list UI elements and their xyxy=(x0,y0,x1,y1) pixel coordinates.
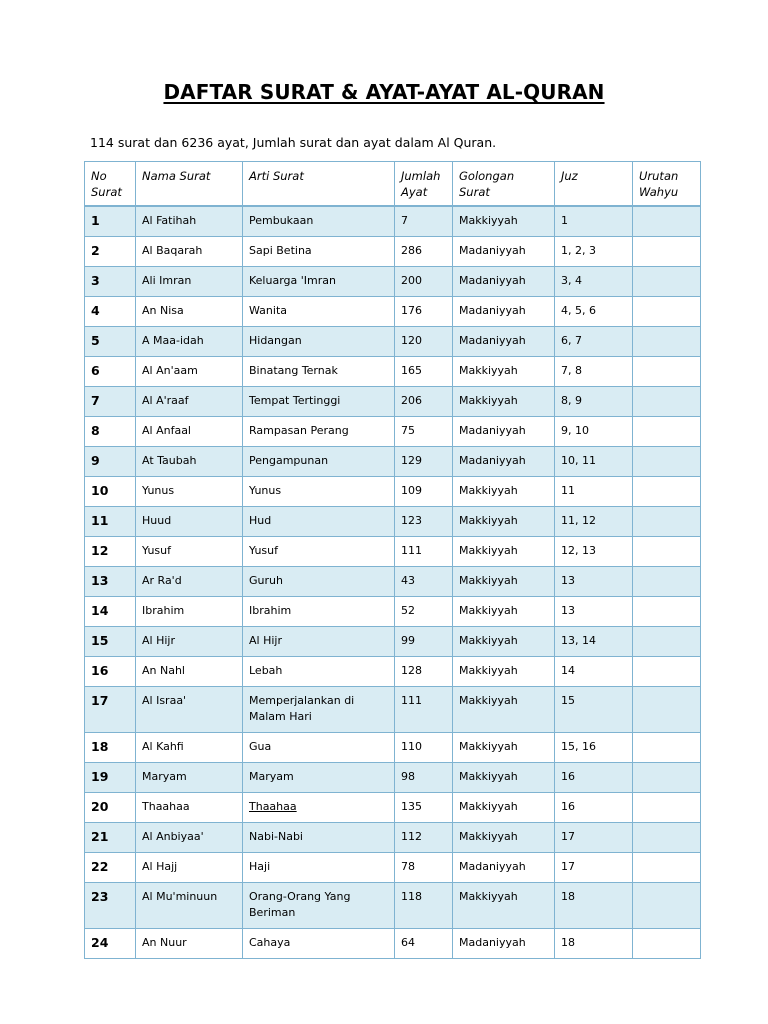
revelation-order-cell xyxy=(633,823,701,853)
surah-number-cell: 23 xyxy=(85,883,136,929)
surah-meaning-cell: Hud xyxy=(243,507,395,537)
surah-number-cell: 21 xyxy=(85,823,136,853)
surah-number-cell: 7 xyxy=(85,387,136,417)
table-row xyxy=(85,657,701,687)
surah-number-cell: 13 xyxy=(85,567,136,597)
ayat-count-cell: 43 xyxy=(395,567,453,597)
surah-meaning-cell: Pembukaan xyxy=(243,206,395,237)
table-row xyxy=(85,537,701,567)
revelation-order-cell xyxy=(633,883,701,929)
juz-cell: 12, 13 xyxy=(555,537,633,567)
revelation-order-cell xyxy=(633,447,701,477)
ayat-count-cell: 286 xyxy=(395,237,453,267)
surah-meaning-cell: Rampasan Perang xyxy=(243,417,395,447)
surah-number-cell: 11 xyxy=(85,507,136,537)
revelation-order-cell xyxy=(633,657,701,687)
table-row xyxy=(85,327,701,357)
juz-cell: 3, 4 xyxy=(555,267,633,297)
revelation-order-cell xyxy=(633,237,701,267)
surah-meaning-cell: Gua xyxy=(243,733,395,763)
surah-meaning-cell: Lebah xyxy=(243,657,395,687)
surah-category-cell: Makkiyyah xyxy=(453,477,555,507)
surah-meaning-cell: Binatang Ternak xyxy=(243,357,395,387)
ayat-count-cell: 135 xyxy=(395,793,453,823)
juz-cell: 15 xyxy=(555,687,633,733)
surah-category-cell: Madaniyyah xyxy=(453,267,555,297)
surah-name-cell: Ibrahim xyxy=(136,597,243,627)
revelation-order-cell xyxy=(633,507,701,537)
surah-number-cell: 16 xyxy=(85,657,136,687)
table-header-row xyxy=(85,162,701,207)
revelation-order-cell xyxy=(633,357,701,387)
surah-meaning-cell: Hidangan xyxy=(243,327,395,357)
surah-number-cell: 22 xyxy=(85,853,136,883)
surah-name-cell: Al Hajj xyxy=(136,853,243,883)
surah-name-cell: Al A'raaf xyxy=(136,387,243,417)
ayat-count-cell: 176 xyxy=(395,297,453,327)
table-row xyxy=(85,597,701,627)
ayat-count-cell: 109 xyxy=(395,477,453,507)
juz-cell: 17 xyxy=(555,823,633,853)
surah-name-cell: Huud xyxy=(136,507,243,537)
surah-category-cell: Makkiyyah xyxy=(453,597,555,627)
intro-text: 114 surat dan 6236 ayat, Jumlah surat dan ayat dalam Al Quran. xyxy=(90,135,497,150)
ayat-count-cell: 120 xyxy=(395,327,453,357)
table-row xyxy=(85,206,701,237)
table-row xyxy=(85,853,701,883)
revelation-order-cell xyxy=(633,327,701,357)
table-row xyxy=(85,733,701,763)
surah-number-cell: 4 xyxy=(85,297,136,327)
surah-number-cell: 18 xyxy=(85,733,136,763)
surah-category-cell: Makkiyyah xyxy=(453,387,555,417)
surah-name-cell: Ar Ra'd xyxy=(136,567,243,597)
ayat-count-cell: 110 xyxy=(395,733,453,763)
surah-name-cell: Thaahaa xyxy=(136,793,243,823)
ayat-count-cell: 98 xyxy=(395,763,453,793)
surah-category-cell: Madaniyyah xyxy=(453,929,555,959)
surah-number-cell: 20 xyxy=(85,793,136,823)
surah-name-cell: Al Anfaal xyxy=(136,417,243,447)
surah-category-cell: Makkiyyah xyxy=(453,883,555,929)
surah-number-cell: 6 xyxy=(85,357,136,387)
ayat-count-cell: 75 xyxy=(395,417,453,447)
surah-meaning-cell: Ibrahim xyxy=(243,597,395,627)
surah-meaning-cell: Thaahaa xyxy=(243,793,395,823)
table-row xyxy=(85,387,701,417)
juz-cell: 10, 11 xyxy=(555,447,633,477)
ayat-count-cell: 129 xyxy=(395,447,453,477)
juz-cell: 16 xyxy=(555,763,633,793)
table-row xyxy=(85,357,701,387)
revelation-order-cell xyxy=(633,687,701,733)
juz-cell: 13 xyxy=(555,567,633,597)
ayat-count-cell: 7 xyxy=(395,206,453,237)
surah-name-cell: An Nahl xyxy=(136,657,243,687)
ayat-count-cell: 99 xyxy=(395,627,453,657)
surah-meaning-cell: Haji xyxy=(243,853,395,883)
surah-meaning-cell: Tempat Tertinggi xyxy=(243,387,395,417)
juz-cell: 6, 7 xyxy=(555,327,633,357)
surah-category-cell: Makkiyyah xyxy=(453,537,555,567)
juz-cell: 15, 16 xyxy=(555,733,633,763)
surah-meaning-cell: Wanita xyxy=(243,297,395,327)
surah-number-cell: 10 xyxy=(85,477,136,507)
ayat-count-cell: 165 xyxy=(395,357,453,387)
surah-name-cell: Ali Imran xyxy=(136,267,243,297)
surah-meaning-cell: Nabi-Nabi xyxy=(243,823,395,853)
revelation-order-cell xyxy=(633,793,701,823)
surah-name-cell: Al Anbiyaa' xyxy=(136,823,243,853)
ayat-count-cell: 64 xyxy=(395,929,453,959)
table-row xyxy=(85,687,701,733)
surah-category-cell: Makkiyyah xyxy=(453,507,555,537)
surah-category-cell: Madaniyyah xyxy=(453,297,555,327)
revelation-order-cell xyxy=(633,853,701,883)
table-row xyxy=(85,627,701,657)
surah-meaning-cell: Guruh xyxy=(243,567,395,597)
revelation-order-cell xyxy=(633,267,701,297)
surah-category-cell: Madaniyyah xyxy=(453,327,555,357)
header-urutan-wahyu: Urutan Wahyu xyxy=(633,162,701,207)
juz-cell: 14 xyxy=(555,657,633,687)
surah-number-cell: 5 xyxy=(85,327,136,357)
surah-name-cell: Al Baqarah xyxy=(136,237,243,267)
ayat-count-cell: 206 xyxy=(395,387,453,417)
header-arti-surat: Arti Surat xyxy=(243,162,395,207)
header-jumlah-ayat: Jumlah Ayat xyxy=(395,162,453,207)
surah-name-cell: At Taubah xyxy=(136,447,243,477)
surah-category-cell: Makkiyyah xyxy=(453,357,555,387)
juz-cell: 16 xyxy=(555,793,633,823)
surah-category-cell: Makkiyyah xyxy=(453,793,555,823)
surah-number-cell: 3 xyxy=(85,267,136,297)
surah-name-cell: An Nisa xyxy=(136,297,243,327)
header-golongan-surat: Golongan Surat xyxy=(453,162,555,207)
table-row xyxy=(85,883,701,929)
ayat-count-cell: 111 xyxy=(395,537,453,567)
revelation-order-cell xyxy=(633,387,701,417)
table-row xyxy=(85,823,701,853)
juz-cell: 8, 9 xyxy=(555,387,633,417)
surah-name-cell: Yusuf xyxy=(136,537,243,567)
surah-name-cell: Yunus xyxy=(136,477,243,507)
surah-category-cell: Madaniyyah xyxy=(453,853,555,883)
juz-cell: 1 xyxy=(555,206,633,237)
revelation-order-cell xyxy=(633,597,701,627)
surah-meaning-cell: Keluarga 'Imran xyxy=(243,267,395,297)
juz-cell: 7, 8 xyxy=(555,357,633,387)
surah-number-cell: 14 xyxy=(85,597,136,627)
surah-category-cell: Makkiyyah xyxy=(453,733,555,763)
surah-name-cell: An Nuur xyxy=(136,929,243,959)
surah-number-cell: 24 xyxy=(85,929,136,959)
surah-name-cell: Maryam xyxy=(136,763,243,793)
ayat-count-cell: 78 xyxy=(395,853,453,883)
table-row xyxy=(85,237,701,267)
surah-name-cell: Al An'aam xyxy=(136,357,243,387)
ayat-count-cell: 200 xyxy=(395,267,453,297)
surah-meaning-cell: Memperjalankan di Malam Hari xyxy=(243,687,395,733)
juz-cell: 4, 5, 6 xyxy=(555,297,633,327)
surah-name-cell: A Maa-idah xyxy=(136,327,243,357)
page-title: DAFTAR SURAT & AYAT-AYAT AL-QURAN xyxy=(163,80,605,104)
table-row xyxy=(85,929,701,959)
revelation-order-cell xyxy=(633,417,701,447)
table-row xyxy=(85,477,701,507)
surah-category-cell: Madaniyyah xyxy=(453,447,555,477)
surah-name-cell: Al Israa' xyxy=(136,687,243,733)
header-nama-surat: Nama Surat xyxy=(136,162,243,207)
table-row xyxy=(85,267,701,297)
juz-cell: 13, 14 xyxy=(555,627,633,657)
surah-meaning-cell: Cahaya xyxy=(243,929,395,959)
juz-cell: 17 xyxy=(555,853,633,883)
table-row xyxy=(85,793,701,823)
surah-number-cell: 17 xyxy=(85,687,136,733)
surah-category-cell: Makkiyyah xyxy=(453,567,555,597)
ayat-count-cell: 123 xyxy=(395,507,453,537)
surah-number-cell: 8 xyxy=(85,417,136,447)
surah-meaning-cell: Sapi Betina xyxy=(243,237,395,267)
revelation-order-cell xyxy=(633,929,701,959)
table-body xyxy=(85,162,701,959)
surah-number-cell: 15 xyxy=(85,627,136,657)
revelation-order-cell xyxy=(633,567,701,597)
surah-name-cell: Al Hijr xyxy=(136,627,243,657)
surah-meaning-cell: Pengampunan xyxy=(243,447,395,477)
juz-cell: 11, 12 xyxy=(555,507,633,537)
table-row xyxy=(85,763,701,793)
ayat-count-cell: 112 xyxy=(395,823,453,853)
revelation-order-cell xyxy=(633,627,701,657)
ayat-count-cell: 111 xyxy=(395,687,453,733)
juz-cell: 1, 2, 3 xyxy=(555,237,633,267)
surah-meaning-cell: Maryam xyxy=(243,763,395,793)
surah-category-cell: Makkiyyah xyxy=(453,206,555,237)
surah-category-cell: Makkiyyah xyxy=(453,763,555,793)
surah-number-cell: 1 xyxy=(85,206,136,237)
juz-cell: 18 xyxy=(555,929,633,959)
table-row xyxy=(85,417,701,447)
surah-table xyxy=(84,161,701,959)
surah-meaning-cell: Yunus xyxy=(243,477,395,507)
surah-meaning-cell: Orang-Orang Yang Beriman xyxy=(243,883,395,929)
surah-category-cell: Makkiyyah xyxy=(453,687,555,733)
revelation-order-cell xyxy=(633,206,701,237)
ayat-count-cell: 118 xyxy=(395,883,453,929)
surah-category-cell: Makkiyyah xyxy=(453,657,555,687)
surah-number-cell: 9 xyxy=(85,447,136,477)
revelation-order-cell xyxy=(633,297,701,327)
surah-number-cell: 19 xyxy=(85,763,136,793)
table-row xyxy=(85,567,701,597)
revelation-order-cell xyxy=(633,537,701,567)
ayat-count-cell: 128 xyxy=(395,657,453,687)
table-row xyxy=(85,297,701,327)
surah-meaning-cell: Al Hijr xyxy=(243,627,395,657)
surah-category-cell: Makkiyyah xyxy=(453,627,555,657)
surah-category-cell: Madaniyyah xyxy=(453,237,555,267)
juz-cell: 9, 10 xyxy=(555,417,633,447)
header-juz: Juz xyxy=(555,162,633,207)
surah-number-cell: 2 xyxy=(85,237,136,267)
revelation-order-cell xyxy=(633,763,701,793)
juz-cell: 11 xyxy=(555,477,633,507)
juz-cell: 13 xyxy=(555,597,633,627)
surah-name-cell: Al Fatihah xyxy=(136,206,243,237)
revelation-order-cell xyxy=(633,733,701,763)
surah-name-cell: Al Mu'minuun xyxy=(136,883,243,929)
surah-category-cell: Makkiyyah xyxy=(453,823,555,853)
table-row xyxy=(85,507,701,537)
table-row xyxy=(85,447,701,477)
ayat-count-cell: 52 xyxy=(395,597,453,627)
surah-number-cell: 12 xyxy=(85,537,136,567)
revelation-order-cell xyxy=(633,477,701,507)
surah-category-cell: Madaniyyah xyxy=(453,417,555,447)
surah-name-cell: Al Kahfi xyxy=(136,733,243,763)
surah-meaning-cell: Yusuf xyxy=(243,537,395,567)
header-no-surat: No Surat xyxy=(85,162,136,207)
juz-cell: 18 xyxy=(555,883,633,929)
